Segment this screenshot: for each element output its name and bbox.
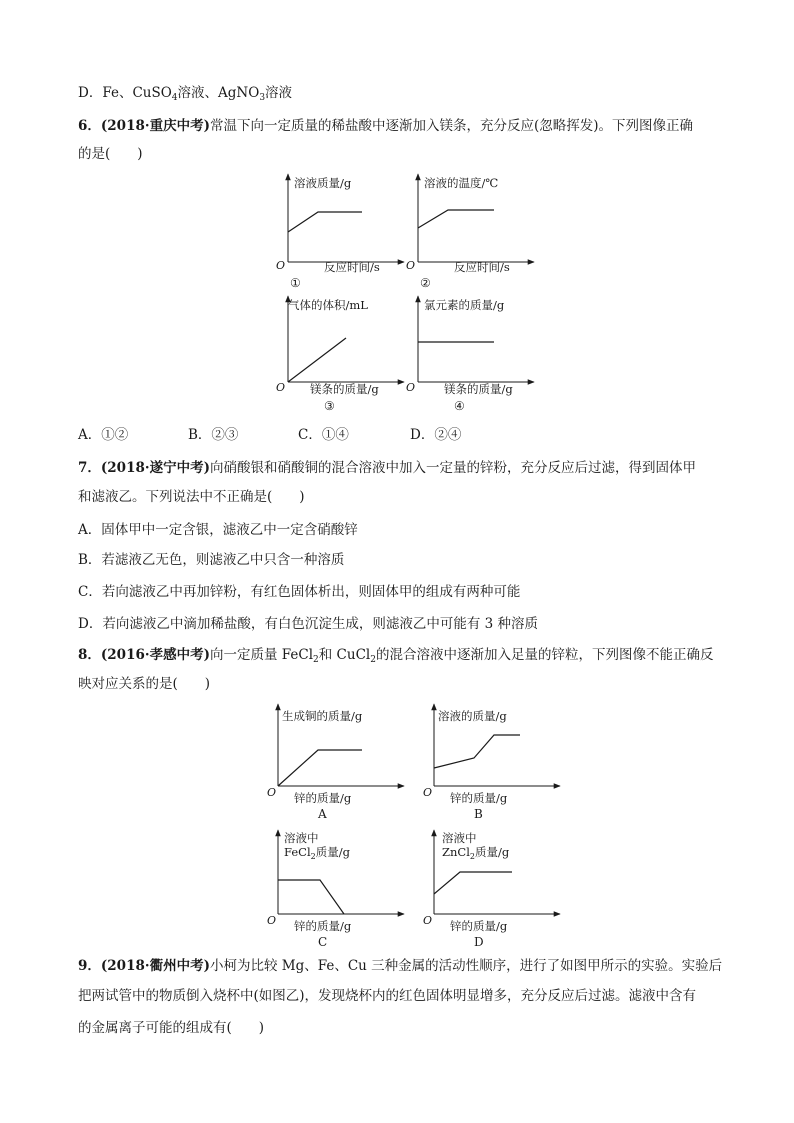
- q8-graph-d-ylabel-line2: ZnCl$_2$质量/g: [442, 845, 510, 861]
- q6-stem-line1: 6．(2018·重庆中考)常温下向一定质量的稀盐酸中逐渐加入镁条，充分反应(忽略挥发)。下列图像正确: [78, 118, 694, 134]
- q6-graph-3-xlabel: 镁条的质量/g: [310, 382, 379, 396]
- q8-graph-d: [418, 828, 566, 952]
- q6-graph-3: [272, 292, 412, 418]
- q8-graph-a: [262, 702, 410, 824]
- q6-graph-2-ylabel: 溶液的温度/℃: [424, 176, 499, 190]
- q8-graph-c-origin: O: [267, 914, 277, 927]
- q8-graph-b: [418, 702, 566, 824]
- q6-graph-4: [402, 292, 542, 418]
- q9-stem-line2: 把两试管中的物质倒入烧杯中(如图乙)，发现烧杯内的红色固体明显增多，充分反应后过滤。滤液中含有: [78, 988, 697, 1004]
- q5-option-d: D．Fe、CuSO$_4$溶液、AgNO$_3$溶液: [78, 85, 293, 103]
- q8-graph-d-curve: [434, 872, 512, 894]
- q7-option-b: B．若滤液乙无色，则滤液乙中只含一种溶质: [78, 552, 345, 568]
- q8-graph-b-xlabel: 锌的质量/g: [450, 791, 508, 805]
- q8-graph-b-marker: B: [474, 807, 483, 821]
- q6-graph-2-xlabel: 反应时间/s: [454, 260, 510, 274]
- q6-graph-3-curve: [288, 338, 346, 382]
- q6-stem-line2: 的是( ): [78, 146, 143, 162]
- q6-graph-1-ylabel: 溶液质量/g: [294, 176, 352, 190]
- q6-graph-3-marker: ③: [324, 399, 335, 413]
- q8-graph-a-curve: [278, 750, 362, 786]
- q6-option-d: D．②④: [410, 427, 462, 443]
- q6-graph-2: [402, 170, 542, 292]
- q6-graph-4-ylabel: 氯元素的质量/g: [424, 298, 505, 312]
- q8-graph-c-marker: C: [318, 935, 328, 949]
- q8-graph-d-xlabel: 锌的质量/g: [450, 919, 508, 933]
- q6-option-a: A．①②: [78, 427, 129, 443]
- q6-graph-2-origin: O: [406, 259, 416, 272]
- q6-option-b: B．②③: [188, 427, 239, 443]
- q6-graph-3-ylabel: 气体的体积/mL: [288, 298, 368, 312]
- q7-option-a: A．固体甲中一定含银，滤液乙中一定含硝酸锌: [78, 522, 358, 538]
- q6-graph-3-origin: O: [276, 381, 286, 394]
- q8-graph-c-ylabel-line1: 溶液中: [284, 831, 319, 845]
- q8-graph-b-ylabel: 溶液的质量/g: [438, 709, 507, 723]
- q8-graph-a-xlabel: 锌的质量/g: [294, 791, 352, 805]
- q8-graph-a-origin: O: [267, 786, 277, 799]
- q7-stem-line1: 7．(2018·遂宁中考)向硝酸银和硝酸铜的混合溶液中加入一定量的锌粉，充分反应后过滤，得到固体甲: [78, 460, 696, 476]
- q8-graph-c-xlabel: 锌的质量/g: [294, 919, 352, 933]
- q8-graph-d-marker: D: [474, 935, 484, 949]
- q6-graph-1-marker: ①: [290, 276, 301, 290]
- q8-graph-a-marker: A: [318, 807, 327, 821]
- q9-stem-line3: 的金属离子可能的组成有( ): [78, 1020, 265, 1036]
- q6-graph-2-marker: ②: [420, 276, 431, 290]
- q6-graph-2-curve: [418, 210, 494, 228]
- q7-stem-line2: 和滤液乙。下列说法中不正确是( ): [78, 489, 305, 505]
- q9-stem-line1: 9．(2018·衢州中考)小柯为比较 Mg、Fe、Cu 三种金属的活动性顺序，进行了如图甲所示的实验。实验后: [78, 958, 723, 974]
- q7-option-d: D．若向滤液乙中滴加稀盐酸，有白色沉淀生成，则滤液乙中可能有 3 种溶质: [78, 616, 538, 632]
- q6-graph-1-curve: [288, 212, 362, 232]
- q6-graph-4-xlabel: 镁条的质量/g: [444, 382, 513, 396]
- q6-graph-4-marker: ④: [454, 399, 465, 413]
- q8-graph-c: [262, 828, 410, 952]
- q6-graph-4-origin: O: [406, 381, 416, 394]
- q8-graph-d-ylabel-line1: 溶液中: [442, 831, 477, 845]
- q6-graph-1-xlabel: 反应时间/s: [324, 260, 380, 274]
- q7-option-c: C．若向滤液乙中再加锌粉，有红色固体析出，则固体甲的组成有两种可能: [78, 584, 521, 600]
- q6-option-c: C．①④: [298, 427, 349, 443]
- q8-graph-b-origin: O: [423, 786, 433, 799]
- q8-stem-line1: 8．(2016·孝感中考)向一定质量 FeCl$_2$和 CuCl$_2$的混合溶液中逐渐加入足量的锌粒，下列图像不能正确反: [78, 647, 714, 665]
- q8-graph-d-origin: O: [423, 914, 433, 927]
- q8-graph-b-curve: [434, 735, 520, 768]
- q6-graph-1-origin: O: [276, 259, 286, 272]
- q8-graph-c-ylabel-line2: FeCl$_2$质量/g: [284, 845, 350, 861]
- q6-graph-1: [272, 170, 412, 292]
- q8-graph-c-curve: [278, 880, 344, 914]
- q8-stem-line2: 映对应关系的是( ): [78, 676, 211, 692]
- q8-graph-a-ylabel: 生成铜的质量/g: [282, 709, 363, 723]
